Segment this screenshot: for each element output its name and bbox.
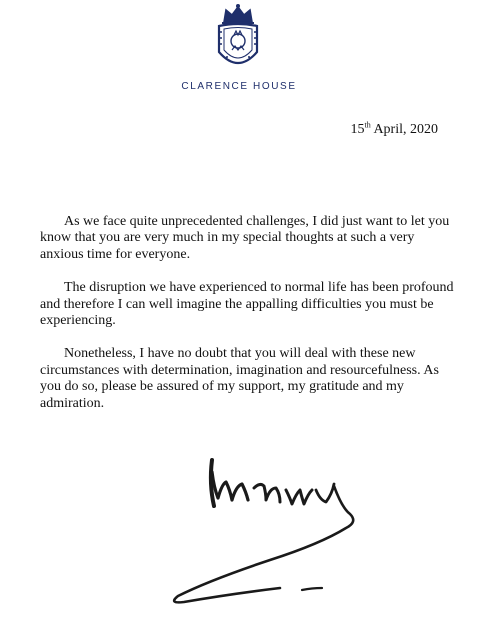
date-month-year: April, 2020 <box>370 122 438 137</box>
letter-body <box>40 214 460 429</box>
letterhead-address: CLARENCE HOUSE <box>181 81 297 92</box>
date-day: 15 <box>350 122 365 137</box>
paragraph-2: The disruption we have experienced to normal life has been profound and therefore I can well imagine the appalling difficulties you must be experiencing. <box>40 280 454 329</box>
crest-icon <box>212 2 264 74</box>
paragraph-1: As we face quite unprecedented challenges, I did just want to let you know that you are very much in my special thoughts at such a very anxious time for everyone. <box>40 214 450 262</box>
letter-date <box>350 122 438 138</box>
paragraph-3: Nonetheless, I have no doubt that you will deal with these new circumstances with determination, imagination and resourcefulness. As you do so, please be assured of my support, my gratitude and my admiration. <box>40 346 439 411</box>
date-suffix: th <box>364 120 371 130</box>
handwritten-signature <box>160 448 380 618</box>
